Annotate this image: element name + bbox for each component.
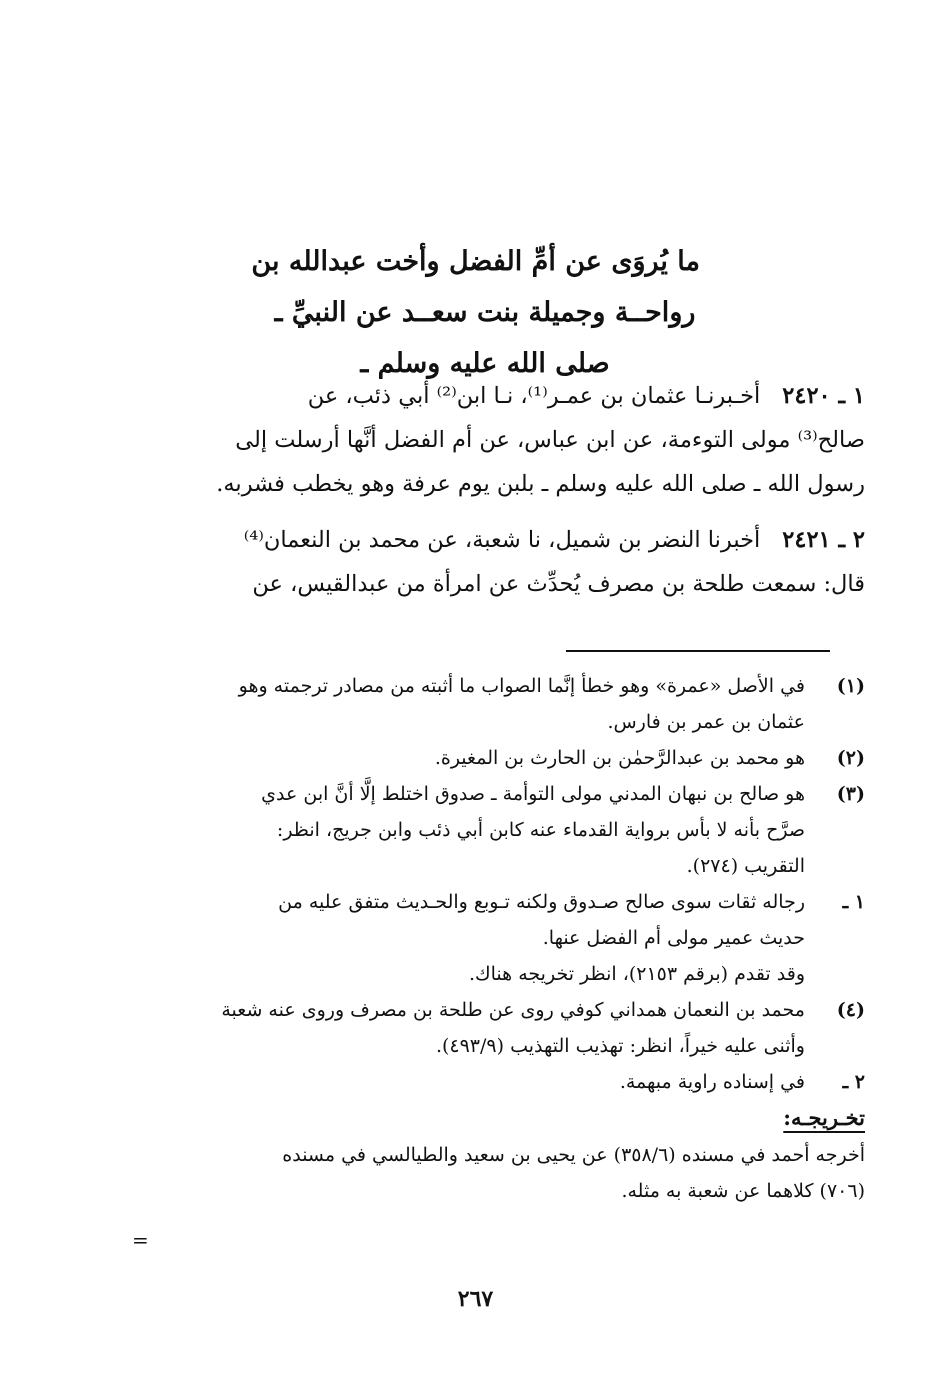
hadith-commentary xyxy=(140,1064,865,1100)
takhrij-section xyxy=(140,1100,865,1209)
footnote xyxy=(140,776,865,884)
chapter-title xyxy=(251,236,700,389)
hadith-line xyxy=(140,518,865,562)
footnote-line: وأثنى عليه خيراً، انظر: تهذيب التهذيب (٤٩٣/٩). xyxy=(435,1035,805,1057)
footnote-marker: (٢) xyxy=(836,747,865,769)
hadith-number: ٢ ـ ٢٤٢١ xyxy=(782,527,865,553)
footnote-line: حديث عمير مولى أم الفضل عنها. xyxy=(542,927,805,949)
footnote-marker: (١) xyxy=(836,675,865,697)
takhrij-heading: تخـريجـه: xyxy=(783,1105,865,1130)
footnote-line: محمد بن النعمان همداني كوفي روى عن طلحة بن مصرف وروى عنه شعبة xyxy=(221,999,805,1021)
hadith-line: صالح⁽³⁾ مولى التوءمة، عن ابن عباس، عن أم الفضل أنَّها أرسلت إلى xyxy=(235,427,865,453)
footnote-line: رجاله ثقات سوى صالح صـدوق ولكنه تـوبع والحـديث متفق عليه من xyxy=(278,891,805,913)
hadith-2420 xyxy=(140,374,865,506)
footnote xyxy=(140,992,865,1064)
commentary-marker: ١ ـ xyxy=(842,891,865,913)
hadith-line: قال: سمعت طلحة بن مصرف يُحدِّث عن امرأة من عبدالقيس، عن xyxy=(252,571,865,597)
hadith-text: أخـبرنـا عثمان بن عمـر⁽¹⁾، نـا ابن⁽²⁾ أبي ذئب، عن xyxy=(307,383,761,409)
footnote-line: هو محمد بن عبدالرَّحمٰن بن الحارث بن المغيرة. xyxy=(434,747,805,769)
continuation-mark: = xyxy=(132,1228,149,1252)
hadith-2421 xyxy=(140,518,865,606)
hadith-number: ١ ـ ٢٤٢٠ xyxy=(782,383,865,409)
footnote-line: هو صالح بن نبهان المدني مولى التوأمة ـ صدوق اختلط إلَّا أنَّ ابن عدي xyxy=(261,783,805,805)
footnote-line: التقريب (٢٧٤). xyxy=(686,855,805,877)
footnote-divider xyxy=(566,650,830,652)
page-number: ٢٦٧ xyxy=(457,1286,494,1312)
takhrij-line: أخرجه أحمد في مسنده (٣٥٨/٦) عن يحيى بن سعيد والطيالسي في مسنده xyxy=(282,1144,865,1166)
hadith-line: رسول الله ـ صلى الله عليه وسلم ـ بلبن يوم عرفة وهو يخطب فشربه. xyxy=(216,471,865,497)
title-line: صلى الله عليه وسلم ـ xyxy=(360,348,610,379)
footnote xyxy=(140,668,865,740)
footnote-line: في إسناده راوية مبهمة. xyxy=(619,1071,805,1093)
footnotes xyxy=(140,668,865,1209)
hadith-commentary xyxy=(140,884,865,992)
footnote-line: صرَّح بأنه لا بأس برواية القدماء عنه كابن أبي ذئب وابن جريج، انظر: xyxy=(276,819,805,841)
commentary-marker: ٢ ـ xyxy=(842,1071,865,1093)
takhrij-line: (٧٠٦) كلاهما عن شعبة به مثله. xyxy=(621,1180,865,1202)
title-line: رواحــة وجميلة بنت سعــد عن النبيِّ ـ xyxy=(274,297,696,328)
hadith-text: أخبرنا النضر بن شميل، نا شعبة، عن محمد بن النعمان⁽⁴⁾ xyxy=(243,527,761,553)
hadith-line xyxy=(140,374,865,418)
footnote xyxy=(140,740,865,776)
footnote-line: في الأصل «عمرة» وهو خطأ إنَّما الصواب ما أثبته من مصادر ترجمته وهو xyxy=(238,675,805,697)
footnote-marker: (٤) xyxy=(836,999,865,1021)
title-line: ما يُروَى عن أمِّ الفضل وأخت عبدالله بن xyxy=(251,246,700,277)
footnote-line: عثمان بن عمر بن فارس. xyxy=(607,711,805,733)
footnote-marker: (٣) xyxy=(836,783,865,805)
footnote-line: وقد تقدم (برقم ٢١٥٣)، انظر تخريجه هناك. xyxy=(468,963,805,985)
